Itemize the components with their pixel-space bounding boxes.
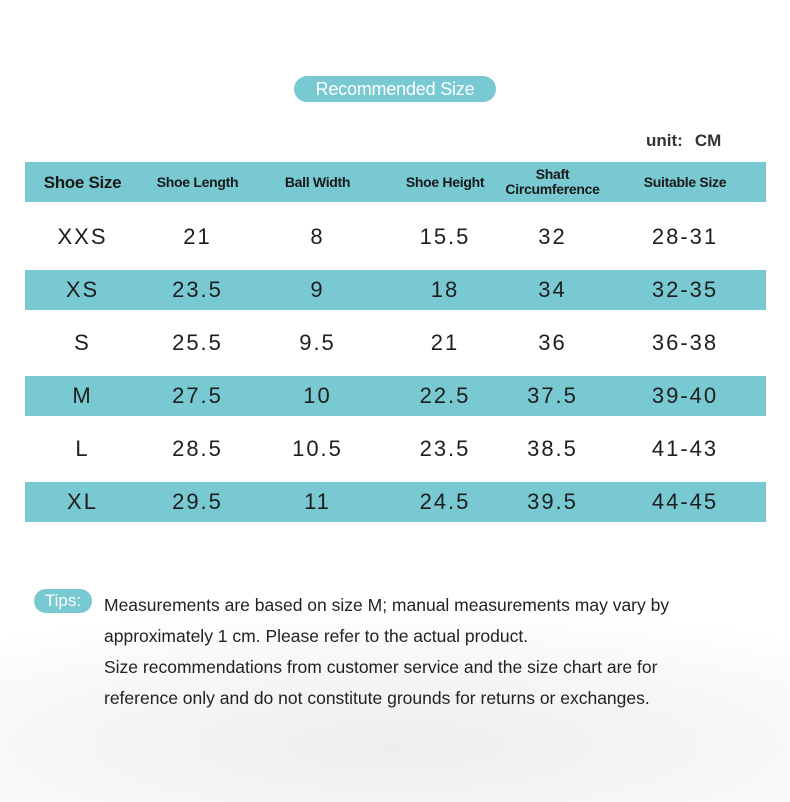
cell-shaft: 34 (538, 277, 567, 302)
cell-width: 11 (304, 489, 331, 514)
header-shoe-length: Shoe Length (156, 173, 239, 190)
tips-line: Size recommendations from customer service and the size chart are for (104, 657, 658, 677)
cell-length: 29.5 (172, 489, 223, 514)
header-ball-width: Ball Width (284, 173, 351, 190)
table-row (25, 217, 766, 257)
cell-shaft: 32 (538, 224, 567, 249)
cell-suitable: 32-35 (651, 277, 719, 302)
cell-width: 9.5 (299, 330, 336, 355)
cell-shaft: 39.5 (527, 489, 578, 514)
cell-width: 10 (303, 383, 332, 408)
cell-suitable: 41-43 (651, 436, 719, 461)
cell-size: L (75, 436, 90, 461)
cell-length: 27.5 (172, 383, 223, 408)
table-header (25, 162, 766, 202)
cell-length: 25.5 (172, 330, 223, 355)
cell-length: 23.5 (172, 277, 223, 302)
unit-value: CM (694, 131, 722, 150)
tips-badge: Tips: (34, 589, 92, 613)
table-row (25, 323, 766, 363)
header-shaft-circumference (495, 162, 610, 202)
cell-height: 22.5 (419, 383, 471, 408)
cell-height: 24.5 (419, 489, 471, 514)
cell-size: S (74, 330, 91, 355)
size-table (25, 162, 766, 514)
tips-line: reference only and do not constitute grounds for returns or exchanges. (104, 688, 650, 708)
cell-height: 23.5 (419, 436, 471, 461)
cell-width: 9 (310, 277, 325, 302)
recommended-size-title: Recommended Size (294, 76, 496, 102)
header-suitable-size: Suitable Size (643, 173, 727, 190)
cell-shaft: 36 (538, 330, 567, 355)
header-shaft-line2: Circumference (505, 181, 600, 197)
cell-size: XL (67, 489, 98, 514)
cell-suitable: 28-31 (651, 224, 719, 249)
tips-line: Measurements are based on size M; manual measurements may vary by (104, 595, 670, 615)
header-shoe-size: Shoe Size (43, 172, 122, 192)
cell-suitable: 36-38 (651, 330, 719, 355)
cell-height: 18 (430, 277, 460, 302)
cell-length: 28.5 (172, 436, 223, 461)
header-shaft-line1: Shaft (535, 166, 570, 182)
cell-shaft: 38.5 (527, 436, 578, 461)
tips-text (104, 590, 774, 714)
header-shoe-height: Shoe Height (405, 173, 485, 190)
cell-size: XS (65, 277, 100, 302)
cell-height: 21 (430, 330, 460, 355)
cell-suitable: 39-40 (651, 383, 719, 408)
cell-height: 15.5 (419, 224, 471, 249)
table-row (25, 482, 766, 522)
unit-prefix: unit: (646, 131, 683, 150)
cell-length: 21 (183, 224, 212, 249)
cell-size: XXS (57, 224, 108, 249)
cell-width: 8 (310, 224, 325, 249)
cell-shaft: 37.5 (527, 383, 578, 408)
table-row (25, 429, 766, 469)
table-row (25, 270, 766, 310)
cell-width: 10.5 (292, 436, 343, 461)
tips-line: approximately 1 cm. Please refer to the actual product. (104, 626, 529, 646)
cell-suitable: 44-45 (651, 489, 719, 514)
table-row (25, 376, 766, 416)
cell-size: M (72, 383, 93, 408)
unit-label (646, 131, 721, 151)
